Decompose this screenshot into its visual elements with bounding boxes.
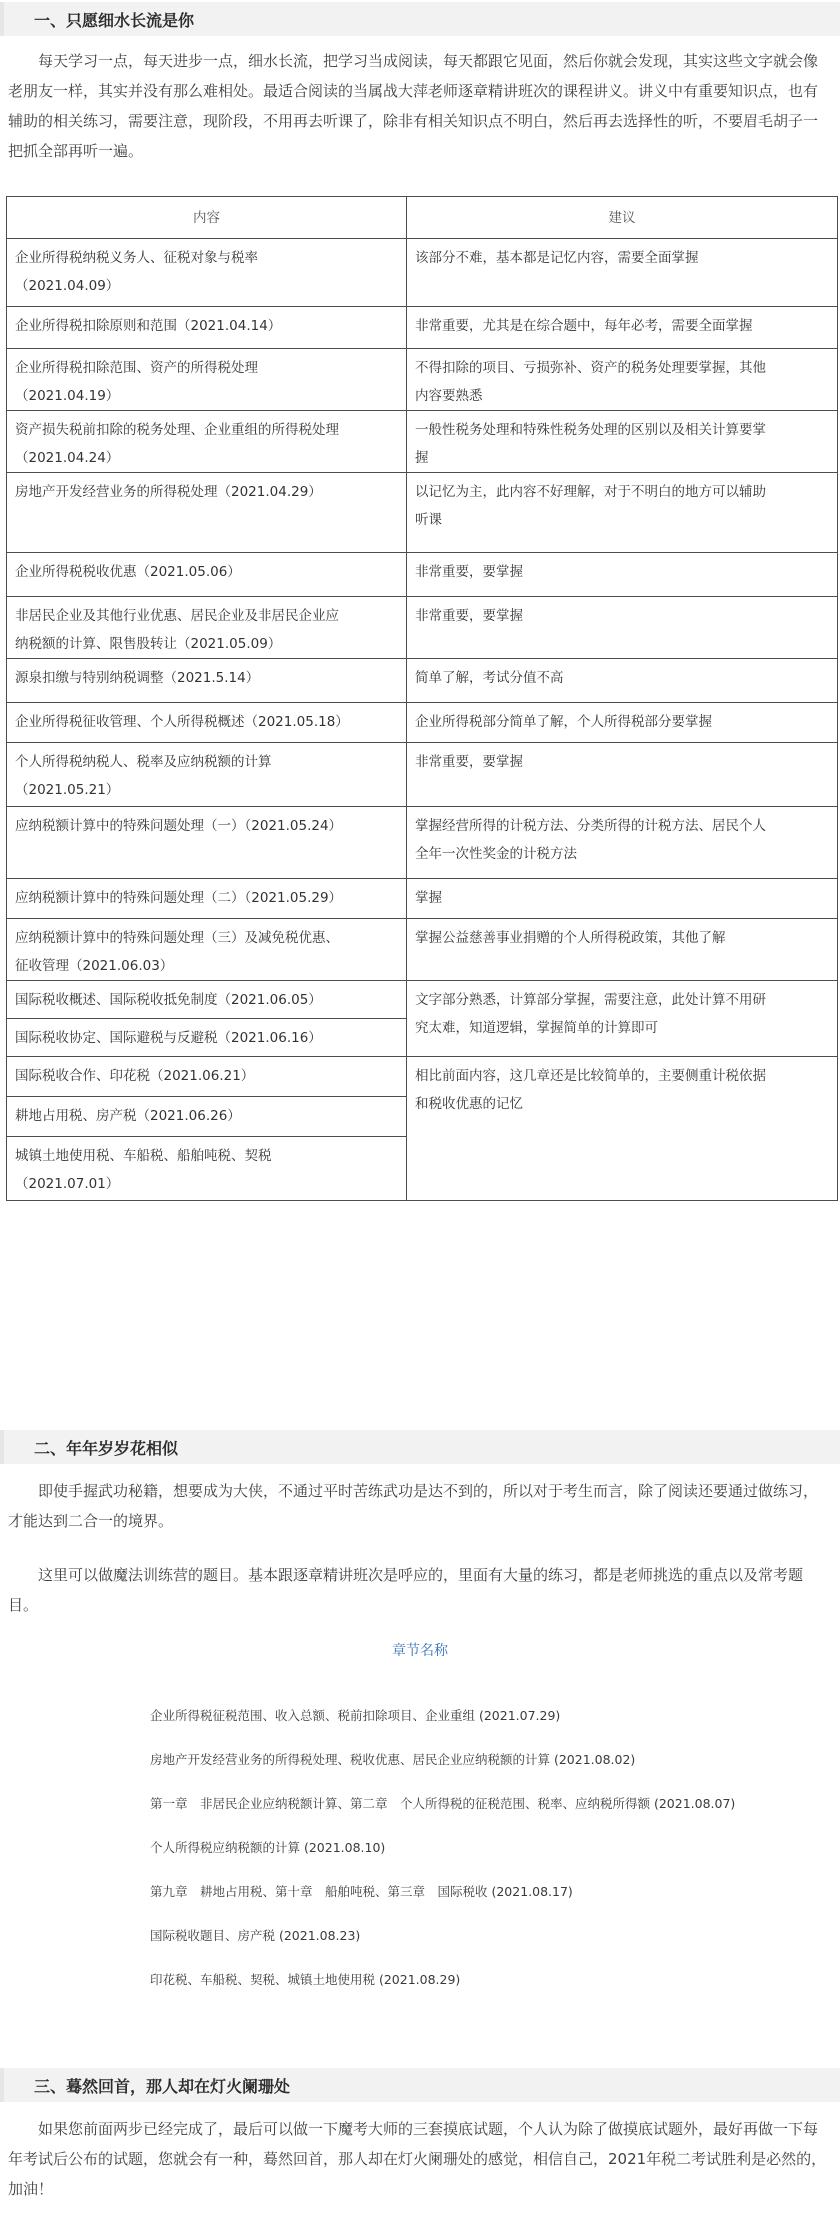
advice-text: 掌握经营所得的计税方法、分类所得的计税方法、居民个人 (415, 818, 766, 834)
row-advice (407, 659, 838, 703)
table-row (7, 411, 838, 473)
advice-text: 掌握 (415, 890, 442, 906)
advice-text: 内容要熟悉 (415, 388, 483, 404)
row-content (7, 659, 407, 703)
row-advice (407, 411, 838, 473)
row-advice (407, 743, 838, 807)
row-content (7, 703, 407, 743)
section-1-paragraph: 每天学习一点，每天进步一点，细水长流，把学习当成阅读，每天都跟它见面，然后你就会发现，其实这些文字就会像老朋友一样，其实并没有那么难相处。最适合阅读的当属战大萍老师逐章精讲班次的课程讲义。讲义中有重要知识点，也有辅助的相关练习，需要注意，现阶段，不用再去听课了，除非有相关知识点不明白，然后再去选择性的听，不要眉毛胡子一把抓全部再听一遍。 (8, 52, 819, 160)
row-content (7, 1097, 407, 1137)
table-header-row (7, 197, 838, 239)
row-advice (407, 1057, 838, 1201)
row-text: 国际税收概述、国际税收抵免制度（2021.06.05） (15, 992, 322, 1008)
table-row (7, 553, 838, 597)
row-text: 企业所得税纳税义务人、征税对象与税率 (15, 250, 258, 266)
row-advice (407, 239, 838, 307)
row-advice (407, 349, 838, 411)
table-row (7, 239, 838, 307)
row-text: 国际税收合作、印花税（2021.06.21） (15, 1068, 255, 1084)
row-text: 资产损失税前扣除的税务处理、企业重组的所得税处理 (15, 422, 339, 438)
row-content (7, 807, 407, 879)
row-text: （2021.04.19） (15, 388, 120, 404)
study-plan-table (6, 196, 838, 1201)
advice-text: 一般性税务处理和特殊性税务处理的区别以及相关计算要掌 (415, 422, 766, 438)
row-text: （2021.04.24） (15, 450, 120, 466)
table-row (7, 473, 838, 553)
row-text: 城镇土地使用税、车船税、船舶吨税、契税 (15, 1148, 272, 1164)
row-advice (407, 553, 838, 597)
advice-text: 该部分不难，基本都是记忆内容，需要全面掌握 (415, 250, 699, 266)
advice-text: 文字部分熟悉，计算部分掌握，需要注意，此处计算不用研 (415, 992, 766, 1008)
row-text: （2021.04.09） (15, 278, 120, 294)
row-content (7, 981, 407, 1019)
chapter-item: 房地产开发经营业务的所得税处理、税收优惠、居民企业应纳税额的计算 (2021.08.02) (150, 1752, 636, 1767)
chapter-item: 印花税、车船税、契税、城镇土地使用税 (2021.08.29) (150, 1972, 461, 1987)
row-text: 国际税收协定、国际避税与反避税（2021.06.16） (15, 1030, 322, 1046)
row-text: 征收管理（2021.06.03） (15, 958, 174, 974)
advice-text: 相比前面内容，这几章还是比较简单的，主要侧重计税依据 (415, 1068, 766, 1084)
advice-text: 非常重要，尤其是在综合题中，每年必考，需要全面掌握 (415, 318, 753, 334)
row-text: （2021.07.01） (15, 1176, 120, 1192)
row-content (7, 919, 407, 981)
section-1-title: 一、只愿细水长流是你 (34, 11, 195, 30)
row-advice (407, 981, 838, 1057)
advice-text: 非常重要，要掌握 (415, 564, 523, 580)
row-text: 纳税额的计算、限售股转让（2021.05.09） (15, 636, 282, 652)
chapter-item: 第一章 非居民企业应纳税额计算、第二章 个人所得税的征税范围、税率、应纳税所得额 (2021.08.07) (150, 1796, 736, 1811)
chapter-list-header: 章节名称 (392, 1643, 448, 1659)
advice-text: 简单了解，考试分值不高 (415, 670, 564, 686)
advice-text: 究太难，知道逻辑，掌握简单的计算即可 (415, 1020, 658, 1036)
row-text: 个人所得税纳税人、税率及应纳税额的计算 (15, 754, 272, 770)
table-row (7, 703, 838, 743)
row-advice (407, 879, 838, 919)
advice-text: 非常重要，要掌握 (415, 608, 523, 624)
row-content (7, 879, 407, 919)
table-row (7, 981, 838, 1019)
row-text: 房地产开发经营业务的所得税处理（2021.04.29） (15, 484, 322, 500)
table-row (7, 743, 838, 807)
header-advice: 建议 (407, 197, 838, 239)
row-content (7, 411, 407, 473)
section-2-title: 二、年年岁岁花相似 (34, 1439, 179, 1458)
advice-text: 握 (415, 450, 429, 466)
chapter-item: 企业所得税征税范围、收入总额、税前扣除项目、企业重组 (2021.07.29) (150, 1708, 561, 1723)
row-text: 应纳税额计算中的特殊问题处理（二）（2021.05.29） (15, 890, 343, 906)
row-advice (407, 919, 838, 981)
chapter-item: 个人所得税应纳税额的计算 (2021.08.10) (150, 1840, 386, 1855)
table-row (7, 659, 838, 703)
row-text: 耕地占用税、房产税（2021.06.26） (15, 1108, 241, 1124)
row-content (7, 743, 407, 807)
row-content (7, 1137, 407, 1201)
table-row (7, 919, 838, 981)
table-row (7, 349, 838, 411)
advice-text: 和税收优惠的记忆 (415, 1096, 523, 1112)
advice-text: 以记忆为主，此内容不好理解，对于不明白的地方可以辅助 (415, 484, 766, 500)
row-content (7, 473, 407, 553)
advice-text: 非常重要，要掌握 (415, 754, 523, 770)
chapter-item: 国际税收题目、房产税 (2021.08.23) (150, 1928, 361, 1943)
advice-text: 全年一次性奖金的计税方法 (415, 846, 577, 862)
row-text: （2021.05.21） (15, 782, 120, 798)
row-content (7, 349, 407, 411)
section-3-header (0, 2068, 840, 2102)
table-row (7, 307, 838, 349)
table-row (7, 597, 838, 659)
table-row (7, 879, 838, 919)
section-2-paragraph-1: 即使手握武功秘籍，想要成为大侠，不通过平时苦练武功是达不到的，所以对于考生而言，除了阅读还要通过做练习，才能达到二合一的境界。 (8, 1482, 819, 1530)
table-row (7, 1057, 838, 1097)
section-3-paragraph: 如果您前面两步已经完成了，最后可以做一下魔考大师的三套摸底试题，个人认为除了做摸底试题外，最好再做一下每年考试后公布的试题，您就会有一种，蓦然回首，那人却在灯火阑珊处的感觉，相信自己，2021年税二考试胜利是必然的，加油！ (8, 2120, 827, 2198)
row-content (7, 307, 407, 349)
row-text: 企业所得税征收管理、个人所得税概述（2021.05.18） (15, 714, 349, 730)
row-content (7, 1057, 407, 1097)
section-2-header (0, 1430, 840, 1464)
advice-text: 掌握公益慈善事业捐赠的个人所得税政策，其他了解 (415, 930, 726, 946)
advice-text: 听课 (415, 512, 442, 528)
row-content (7, 553, 407, 597)
table-row (7, 807, 838, 879)
row-advice (407, 807, 838, 879)
header-content: 内容 (7, 197, 407, 239)
row-text: 企业所得税扣除原则和范围（2021.04.14） (15, 318, 282, 334)
section-1-header (0, 2, 840, 36)
row-advice (407, 473, 838, 553)
chapter-item: 第九章 耕地占用税、第十章 船舶吨税、第三章 国际税收 (2021.08.17) (150, 1884, 573, 1899)
row-advice (407, 307, 838, 349)
row-text: 应纳税额计算中的特殊问题处理（三）及减免税优惠、 (15, 930, 339, 946)
section-2-paragraph-2: 这里可以做魔法训练营的题目。基本跟逐章精讲班次是呼应的，里面有大量的练习，都是老师挑选的重点以及常考题目。 (8, 1566, 804, 1614)
row-text: 企业所得税税收优惠（2021.05.06） (15, 564, 241, 580)
row-text: 应纳税额计算中的特殊问题处理（一）（2021.05.24） (15, 818, 343, 834)
row-content (7, 239, 407, 307)
advice-text: 不得扣除的项目、亏损弥补、资产的税务处理要掌握，其他 (415, 360, 766, 376)
row-advice (407, 703, 838, 743)
row-advice (407, 597, 838, 659)
section-3-title: 三、蓦然回首，那人却在灯火阑珊处 (34, 2077, 291, 2096)
row-content (7, 597, 407, 659)
row-text: 企业所得税扣除范围、资产的所得税处理 (15, 360, 258, 376)
advice-text: 企业所得税部分简单了解，个人所得税部分要掌握 (415, 714, 712, 730)
row-text: 非居民企业及其他行业优惠、居民企业及非居民企业应 (15, 608, 339, 624)
row-text: 源泉扣缴与特别纳税调整（2021.5.14） (15, 670, 260, 686)
row-content (7, 1019, 407, 1057)
